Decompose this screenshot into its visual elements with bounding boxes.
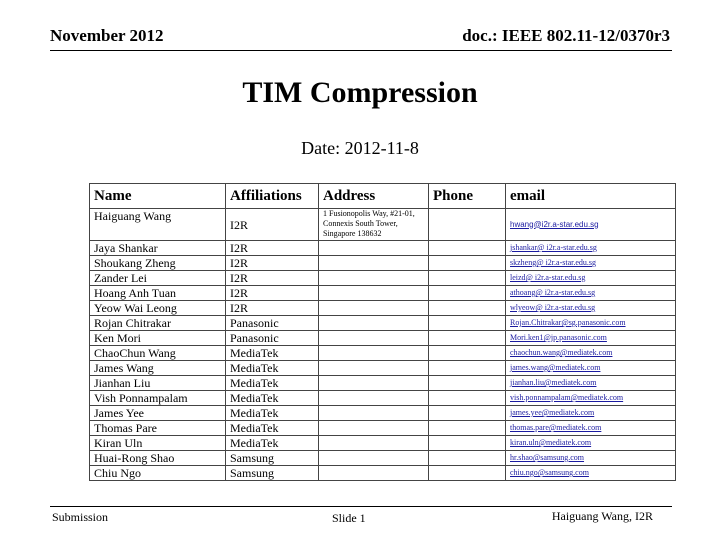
email-link[interactable]: wlyeow@ i2r.a-star.edu.sg bbox=[506, 301, 676, 316]
table-row bbox=[90, 376, 676, 391]
table-row bbox=[90, 256, 676, 271]
affiliation-cell: MediaTek bbox=[226, 406, 319, 421]
name-cell: Chiu Ngo bbox=[90, 466, 226, 481]
email-link[interactable]: Rojan.Chitrakar@sg.panasonic.com bbox=[506, 316, 676, 331]
email-link[interactable]: chiu.ngo@samsung.com bbox=[506, 466, 676, 481]
column-header: email bbox=[506, 184, 676, 209]
affiliation-cell: MediaTek bbox=[226, 391, 319, 406]
email-link[interactable]: james.yee@mediatek.com bbox=[506, 406, 676, 421]
address-cell bbox=[319, 346, 429, 361]
address-cell: 1 Fusionopolis Way, #21-01, Connexis South Tower, Singapore 138632 bbox=[319, 209, 429, 241]
email-link[interactable]: kiran.uln@mediatek.com bbox=[506, 436, 676, 451]
phone-cell bbox=[429, 376, 506, 391]
phone-cell bbox=[429, 361, 506, 376]
phone-cell bbox=[429, 271, 506, 286]
slide-title: TIM Compression bbox=[242, 76, 478, 109]
table-row bbox=[90, 286, 676, 301]
email-link[interactable]: chaochun.wang@mediatek.com bbox=[506, 346, 676, 361]
column-header: Affiliations bbox=[226, 184, 319, 209]
name-cell: Jianhan Liu bbox=[90, 376, 226, 391]
table-row bbox=[90, 241, 676, 256]
name-cell: Zander Lei bbox=[90, 271, 226, 286]
affiliation-cell: Panasonic bbox=[226, 331, 319, 346]
footer-slide-number: Slide 1 bbox=[332, 511, 366, 525]
phone-cell bbox=[429, 241, 506, 256]
address-cell bbox=[319, 406, 429, 421]
name-cell: Kiran Uln bbox=[90, 436, 226, 451]
column-header: Name bbox=[90, 184, 226, 209]
affiliation-cell: MediaTek bbox=[226, 346, 319, 361]
table-row bbox=[90, 209, 676, 241]
email-link[interactable]: james.wang@mediatek.com bbox=[506, 361, 676, 376]
affiliation-cell: MediaTek bbox=[226, 436, 319, 451]
address-cell bbox=[319, 331, 429, 346]
table-row bbox=[90, 316, 676, 331]
phone-cell bbox=[429, 406, 506, 421]
address-cell bbox=[319, 376, 429, 391]
affiliation-cell: I2R bbox=[226, 301, 319, 316]
table-row bbox=[90, 361, 676, 376]
affiliation-cell: I2R bbox=[226, 256, 319, 271]
name-cell: Haiguang Wang bbox=[90, 209, 226, 241]
affiliation-cell: I2R bbox=[226, 286, 319, 301]
affiliation-cell: Samsung bbox=[226, 451, 319, 466]
affiliation-cell: I2R bbox=[226, 209, 319, 241]
affiliation-cell: I2R bbox=[226, 241, 319, 256]
name-cell: Yeow Wai Leong bbox=[90, 301, 226, 316]
slide-date: Date: 2012-11-8 bbox=[301, 138, 419, 158]
authors-table bbox=[89, 183, 676, 481]
table-row bbox=[90, 271, 676, 286]
name-cell: Rojan Chitrakar bbox=[90, 316, 226, 331]
phone-cell bbox=[429, 346, 506, 361]
address-cell bbox=[319, 241, 429, 256]
table-row bbox=[90, 331, 676, 346]
table-row bbox=[90, 301, 676, 316]
name-cell: James Yee bbox=[90, 406, 226, 421]
address-cell bbox=[319, 301, 429, 316]
phone-cell bbox=[429, 421, 506, 436]
table-row bbox=[90, 466, 676, 481]
phone-cell bbox=[429, 391, 506, 406]
name-cell: James Wang bbox=[90, 361, 226, 376]
name-cell: Vish Ponnampalam bbox=[90, 391, 226, 406]
name-cell: Shoukang Zheng bbox=[90, 256, 226, 271]
email-link[interactable]: Mori.ken1@jp.panasonic.com bbox=[506, 331, 676, 346]
email-link[interactable]: athoang@ i2r.a-star.edu.sg bbox=[506, 286, 676, 301]
table-row bbox=[90, 391, 676, 406]
phone-cell bbox=[429, 451, 506, 466]
table-row bbox=[90, 406, 676, 421]
affiliation-cell: Panasonic bbox=[226, 316, 319, 331]
affiliation-cell: I2R bbox=[226, 271, 319, 286]
address-cell bbox=[319, 271, 429, 286]
address-cell bbox=[319, 316, 429, 331]
phone-cell bbox=[429, 331, 506, 346]
email-link[interactable]: thomas.pare@mediatek.com bbox=[506, 421, 676, 436]
footer-submission: Submission bbox=[52, 510, 109, 524]
phone-cell bbox=[429, 286, 506, 301]
email-link[interactable]: skzheng@ i2r.a-star.edu.sg bbox=[506, 256, 676, 271]
header-date: November 2012 bbox=[50, 26, 164, 45]
table-row bbox=[90, 421, 676, 436]
footer-author: Haiguang Wang, I2R bbox=[551, 509, 653, 523]
email-link[interactable]: hr.shao@samsung.com bbox=[506, 451, 676, 466]
email-link[interactable]: vish.ponnampalam@mediatek.com bbox=[506, 391, 676, 406]
name-cell: Jaya Shankar bbox=[90, 241, 226, 256]
address-cell bbox=[319, 451, 429, 466]
footer-divider bbox=[50, 506, 672, 507]
affiliation-cell: MediaTek bbox=[226, 421, 319, 436]
address-cell bbox=[319, 421, 429, 436]
affiliation-cell: MediaTek bbox=[226, 376, 319, 391]
address-cell bbox=[319, 286, 429, 301]
email-link[interactable]: hwang@i2r.a-star.edu.sg bbox=[506, 209, 676, 241]
phone-cell bbox=[429, 466, 506, 481]
table-row bbox=[90, 346, 676, 361]
address-cell bbox=[319, 436, 429, 451]
header-doc-id: doc.: IEEE 802.11-12/0370r3 bbox=[462, 26, 670, 45]
header-divider bbox=[50, 50, 672, 51]
table-row bbox=[90, 451, 676, 466]
column-header: Phone bbox=[429, 184, 506, 209]
phone-cell bbox=[429, 256, 506, 271]
address-cell bbox=[319, 361, 429, 376]
name-cell: Huai-Rong Shao bbox=[90, 451, 226, 466]
name-cell: Hoang Anh Tuan bbox=[90, 286, 226, 301]
affiliation-cell: MediaTek bbox=[226, 361, 319, 376]
phone-cell bbox=[429, 436, 506, 451]
phone-cell bbox=[429, 209, 506, 241]
phone-cell bbox=[429, 301, 506, 316]
table-row bbox=[90, 436, 676, 451]
email-link[interactable]: leizd@ i2r.a-star.edu.sg bbox=[506, 271, 676, 286]
affiliation-cell: Samsung bbox=[226, 466, 319, 481]
phone-cell bbox=[429, 316, 506, 331]
name-cell: Thomas Pare bbox=[90, 421, 226, 436]
column-header: Address bbox=[319, 184, 429, 209]
address-cell bbox=[319, 466, 429, 481]
address-cell bbox=[319, 256, 429, 271]
name-cell: ChaoChun Wang bbox=[90, 346, 226, 361]
email-link[interactable]: jianhan.liu@mediatek.com bbox=[506, 376, 676, 391]
name-cell: Ken Mori bbox=[90, 331, 226, 346]
email-link[interactable]: jshankar@ i2r.a-star.edu.sg bbox=[506, 241, 676, 256]
address-cell bbox=[319, 391, 429, 406]
